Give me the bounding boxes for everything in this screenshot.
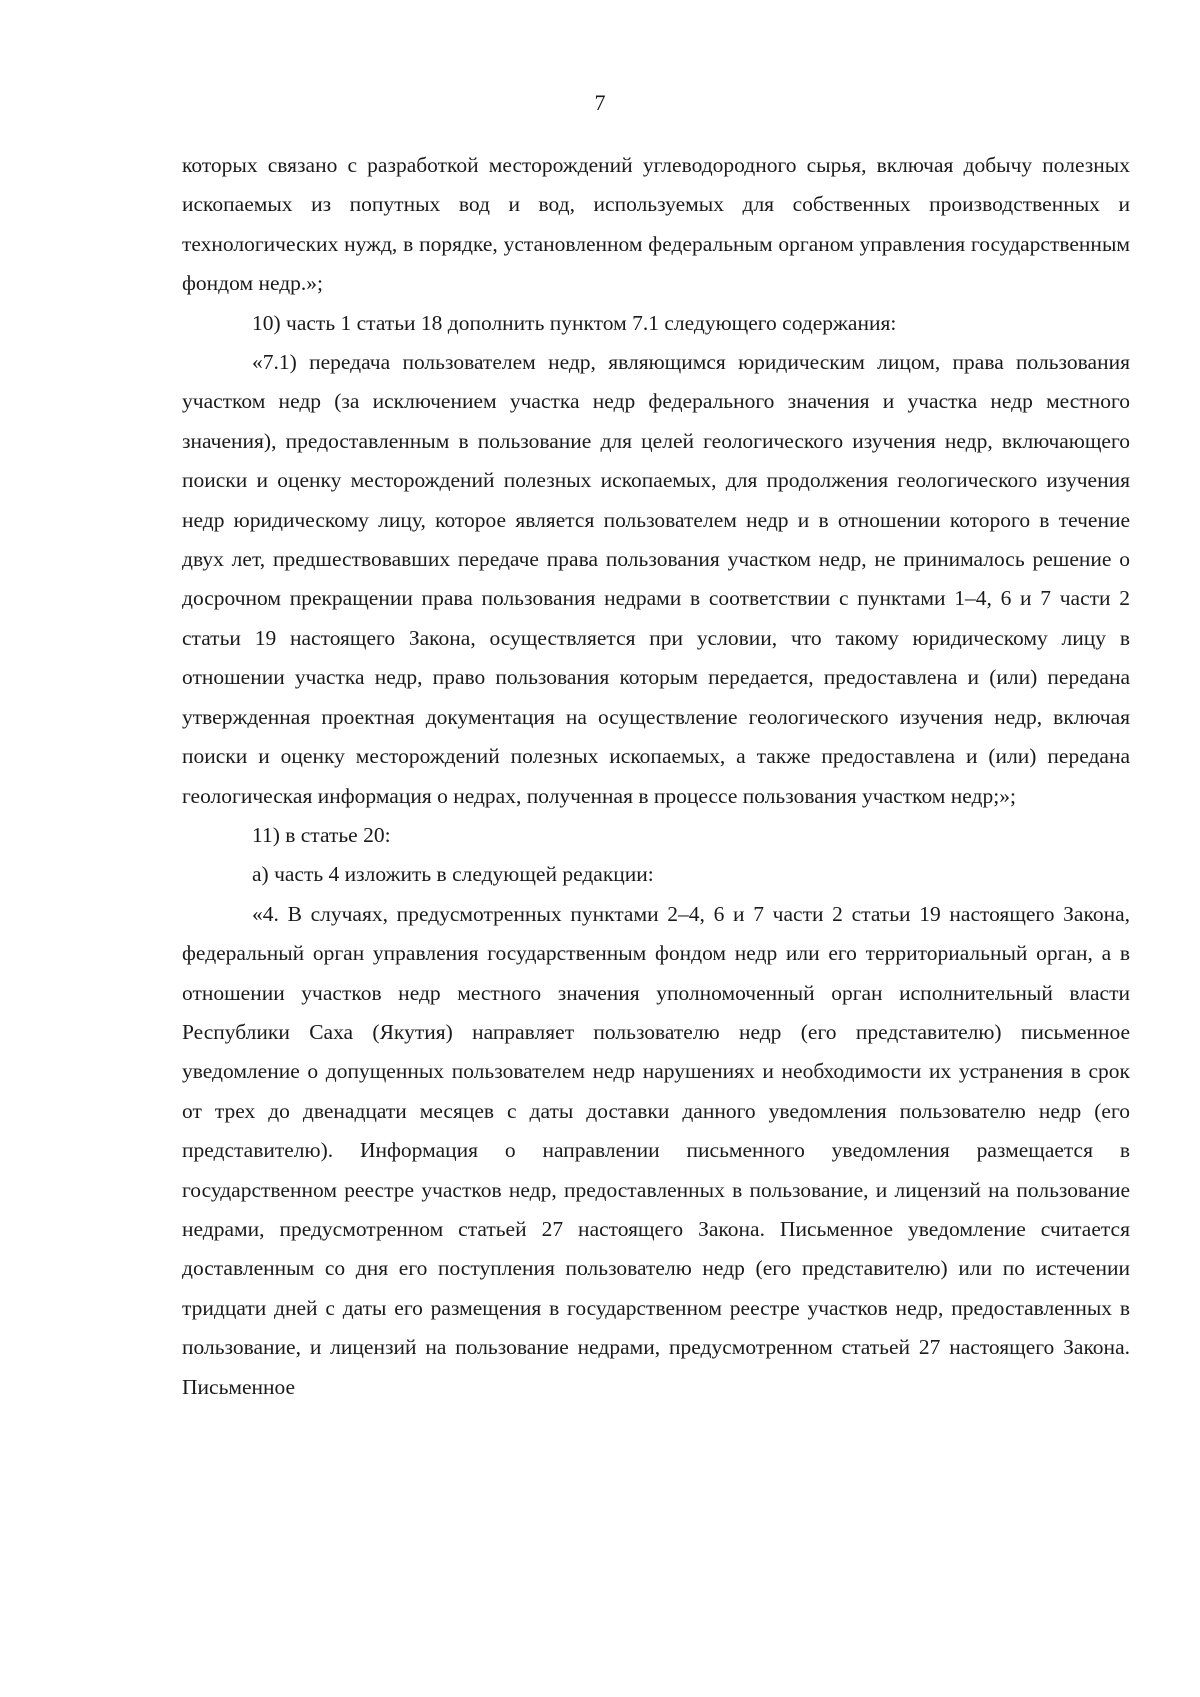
- paragraph-item-10: 10) часть 1 статьи 18 дополнить пунктом 7.1 следующего содержания:: [252, 310, 897, 335]
- document-body: [182, 146, 1130, 1407]
- paragraph-item-a: а) часть 4 изложить в следующей редакции:: [252, 862, 654, 887]
- paragraph-item-11: 11) в статье 20:: [252, 822, 391, 847]
- page-number: 7: [594, 90, 606, 115]
- paragraph-continuation: которых связано с разработкой месторождений углеводородного сырья, включая добычу полезных ископаемых из попутных вод и вод, используемых для собственных производственных и технологических нужд, в порядке, установленном федеральным органом управления государственным фондом недр.»;: [182, 153, 1130, 296]
- paragraph-part-4: «4. В случаях, предусмотренных пунктами 2–4, 6 и 7 части 2 статьи 19 настоящего Закона, федеральный орган управления государственным фондом недр или его территориальный орган, а в отношении участков недр местного значения уполномоченный орган исполнительный власти Республики Саха (Якутия) направляет пользователю недр (его представителю) письменное уведомление о допущенных пользователем недр нарушениях и необходимости их устранения в срок от трех до двенадцати месяцев с даты доставки данного уведомления пользователю недр (его представителю). Информация о направлении письменного уведомления размещается в государственном реестре участков недр, предоставленных в пользование, и лицензий на пользование недрами, предусмотренном статьей 27 настоящего Закона. Письменное уведомление считается доставленным со дня его поступления пользователю недр (его представителю) или по истечении тридцати дней с даты его размещения в государственном реестре участков недр, предоставленных в пользование, и лицензий на пользование недрами, предусмотренном статьей 27 настоящего Закона. Письменное: [182, 901, 1130, 1399]
- paragraph-item-7-1: «7.1) передача пользователем недр, являющимся юридическим лицом, права пользования участком недр (за исключением участка недр федерального значения и участка недр местного значения), предоставленным в пользование для целей геологического изучения недр, включающего поиски и оценку месторождений полезных ископаемых, для продолжения геологического изучения недр юридическому лицу, которое является пользователем недр и в отношении которого в течение двух лет, предшествовавших передаче права пользования участком недр, не принималось решение о досрочном прекращении права пользования недрами в соответствии с пунктами 1–4, 6 и 7 части 2 статьи 19 настоящего Закона, осуществляется при условии, что такому юридическому лицу в отношении участка недр, право пользования которым передается, предоставлена и (или) передана утвержденная проектная документация на осуществление геологического изучения недр, включая поиски и оценку месторождений полезных ископаемых, а также предоставлена и (или) передана геологическая информация о недрах, полученная в процессе пользования участком недр;»;: [182, 350, 1130, 808]
